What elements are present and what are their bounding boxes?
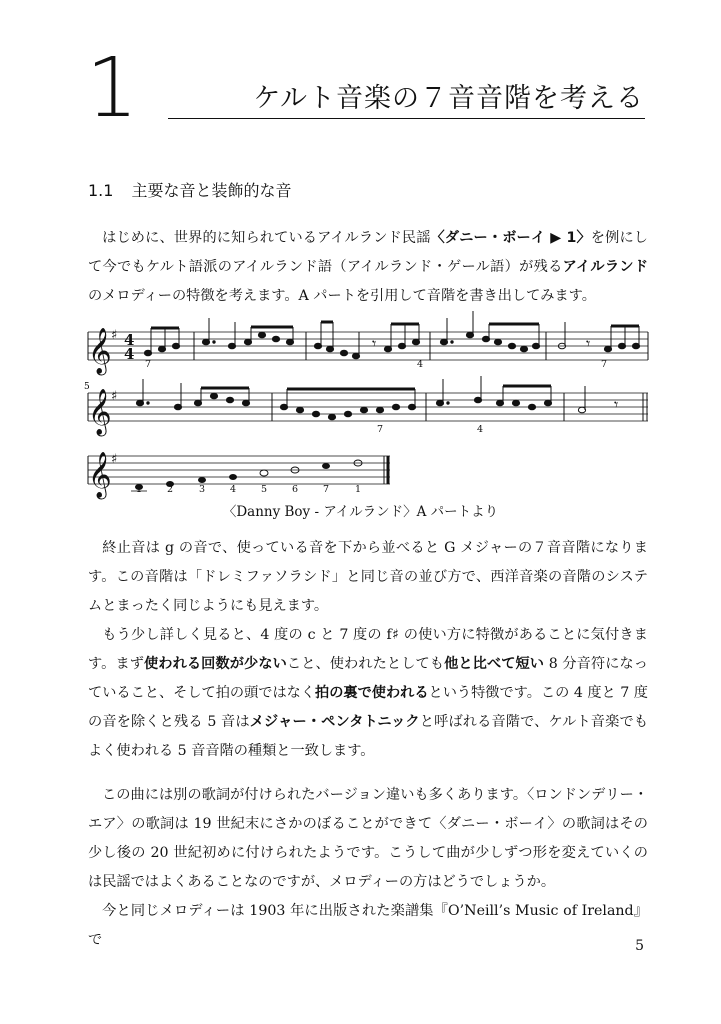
p1-text-e: のメロディーの特徴を考えます。A パートを引用して音階を書き出してみます。 [88,288,596,304]
fingering-label: 7 [144,359,152,370]
scale-degree: 4 [229,484,237,495]
sharp-key-signature-icon: ♯ [111,452,118,467]
p1-bold-ireland: アイルランド [562,259,649,275]
scale-degree: 7 [322,484,330,495]
paragraph-oneill [88,897,648,955]
p3-bold-pentatonic: メジャー・ペンタトニック [249,714,420,730]
time-signature-bottom: 4 [124,345,135,363]
paragraph-features [88,621,648,766]
p3-text-i: と呼ばれる音階で、ケルト音楽でもよく使われる 5 音音階の種類と一致します。 [88,714,649,759]
sharp-key-signature-icon: ♯ [111,389,118,404]
fingering-label: 7 [376,424,384,435]
p3-text-e: 8 分音符になっていること、そして拍の頭ではなく [88,656,648,701]
paragraph-scale [88,534,648,621]
scale-degree: 5 [260,484,268,495]
p3-bold-offbeat: 拍の裏で使われる [315,685,429,701]
p3-text-a: もう少し詳しく見ると、4 度の c と 7 度の f♯ の使い方に特徴があることに気付きます。まず [88,627,648,672]
fingering-label: 7 [600,359,608,370]
p2-text: 終止音は g の音で、使っている音を下から並べると G メジャーの７音音階になります。この音階は「ドレミファソラシド」と同じ音の並び方で、西洋音楽の音階のシステムとまったく同じようにも見えます。 [88,540,648,614]
notes-system-2 [136,376,585,420]
time-signature-top: 4 [124,331,135,349]
section-title: 主要な音と装飾的な音 [131,181,292,200]
music-score [0,0,721,500]
treble-clef-icon: 𝄞 [88,389,112,435]
paragraph-history [88,781,648,897]
chapter-number: 1 [86,41,139,136]
p1-bold-song: 〈ダニー・ボーイ ▶ 1〉 [430,230,591,246]
p3-text-g: という特徴です。この 4 度と 7 度の音を除くと残る 5 音は [88,685,648,730]
eighth-rest-icon: 𝄾 [614,395,619,414]
scale-degree: 1 [135,484,143,495]
barlines [88,332,648,484]
page-number: 5 [635,938,644,954]
p4-text: この曲には別の歌詞が付けられたバージョン違いも多くあります。〈ロンドンデリー・エア〉の歌詞は 19 世紀末にさかのぼることができて〈ダニー・ボーイ〉の歌詞はその少し後の 20 世紀初めに付けられたようです。こうして曲が少しずつ形を変えていくのは民謡ではよくあることなのですが、メロディーの方はどうでしょうか。 [88,787,648,890]
p3-bold-short: 他と比べて短い [444,656,545,672]
eighth-rest-icon: 𝄾 [372,334,377,353]
measure-number: 5 [84,382,90,392]
fingering-label: 4 [416,359,424,370]
p1-text-a: はじめに、世界的に知られているアイルランド民謡 [102,230,431,246]
chapter-title: ケルト音楽の７音音階を考える [253,83,644,114]
scale-degree: 1 [354,484,362,495]
section-number: 1.1 [88,181,114,200]
p1-text-c: を例にして今でもケルト語派のアイルランド語（アイルランド・ゲール語）が残る [88,230,648,275]
eighth-rest-icon: 𝄾 [586,334,591,353]
p3-text-c: こと、使われたとしても [286,656,445,672]
score-caption: 〈Danny Boy - アイルランド〉A パートより [222,504,499,520]
p3-bold-rare: 使われる回数が少ない [144,656,287,672]
fingering-label: 4 [476,424,484,435]
sharp-key-signature-icon: ♯ [111,328,118,343]
p5-text: 今と同じメロディーは 1903 年に出版された楽譜集『O’Neill’s Music of Ireland』で [88,903,648,948]
scale-degree: 3 [198,484,206,495]
scale-degree: 2 [166,484,174,495]
treble-clef-icon: 𝄞 [88,328,112,374]
notes-system-1 [144,311,639,359]
treble-clef-icon: 𝄞 [88,452,112,498]
scale-degree: 6 [291,484,299,495]
